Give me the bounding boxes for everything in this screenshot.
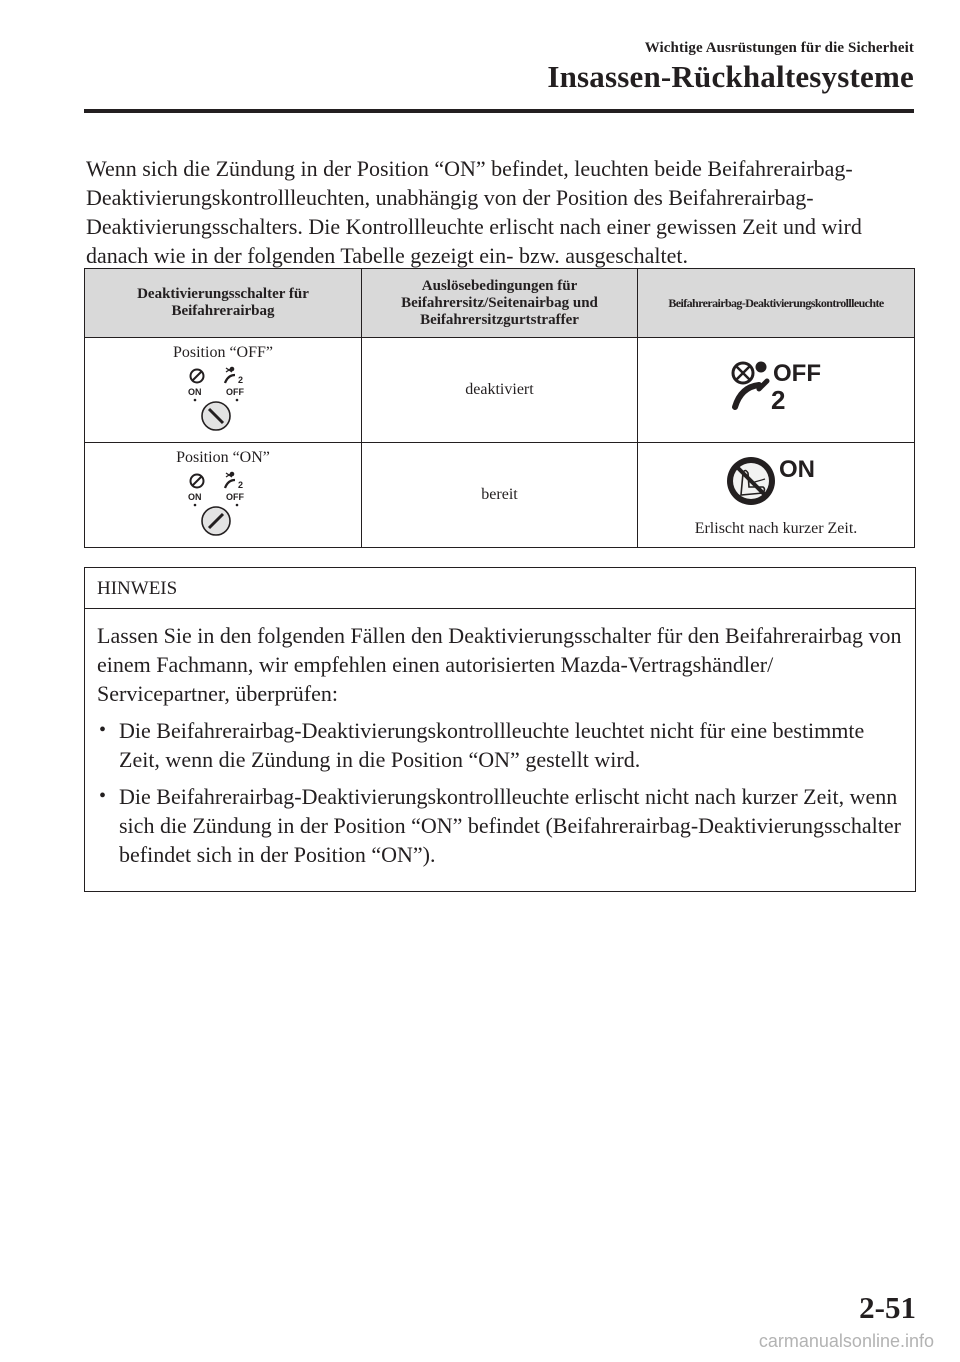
note-body [85, 609, 915, 891]
switch-position-label: Position “ON” [176, 449, 270, 466]
table-header-row [85, 269, 915, 338]
status-cell: bereit [362, 443, 638, 548]
switch-off-label: OFF [226, 387, 244, 397]
table-header-indicator: Beifahrerairbag-Deaktivierungskontrollleuchte [638, 269, 915, 338]
note-text: Lassen Sie in den folgenden Fällen den Deaktivierungsschalter für den Beifahrerairbag von einem Fachmann, wir empfehlen einen autorisierten Mazda-Vertragshändler/ Servicepartner, überprüfen: [97, 623, 902, 706]
indicator-table [84, 268, 915, 548]
list-item-text: Die Beifahrerairbag-Deaktivierungskontrollleuchte leuchtet nicht für eine bestimmte Zeit, wenn die Zündung in die Position “ON” gestellt wird. [119, 718, 865, 772]
switch-cell [85, 338, 362, 443]
switch-off-label: OFF [226, 492, 244, 502]
indicator-cell [638, 338, 915, 443]
airbag-switch-on-icon [183, 471, 263, 541]
list-item [97, 716, 903, 774]
note-title: HINWEIS [85, 568, 915, 609]
table-header-switch: Deaktivierungsschalter für Beifahrerairbag [85, 269, 362, 338]
indicator-on-label: ON [779, 455, 815, 483]
switch-position-label: Position “OFF” [172, 344, 273, 361]
airbag-on-indicator-icon [721, 453, 831, 509]
switch-on-label: ON [188, 492, 202, 502]
switch-cell [85, 443, 362, 548]
table-row [85, 338, 915, 443]
bullet-icon: • [99, 719, 107, 741]
header-rule [84, 109, 914, 113]
table-header-conditions: Auslösebedingungen für Beifahrersitz/Seitenairbag und Beifahrersitzgurtstraffer [362, 269, 638, 338]
note-box [84, 567, 916, 892]
switch-on-label: ON [188, 387, 202, 397]
indicator-off-label: OFF [773, 359, 821, 387]
airbag-switch-off-icon [183, 366, 263, 436]
page-number: 2-51 [859, 1290, 916, 1325]
note-list [97, 716, 903, 869]
status-cell: deaktiviert [362, 338, 638, 443]
switch-number: 2 [238, 375, 244, 385]
indicator-number: 2 [771, 384, 786, 415]
table-row [85, 443, 915, 548]
page-header [547, 40, 914, 95]
indicator-cell [638, 443, 915, 548]
intro-paragraph: Wenn sich die Zündung in der Position “ON” befindet, leuchten beide Beifahrerairbag-Deaktivierungskontrollleuchten, unabhängig von der Position des Beifahrerairbag-Deaktivierungsschalters. Die Kontrollleuchte erlischt nach einer gewissen Zeit und wird danach wie in der folgenden Tabelle gezeigt ein- bzw. ausgeschaltet. [86, 156, 862, 268]
switch-number: 2 [238, 480, 244, 490]
section-title: Wichtige Ausrüstungen für die Sicherheit [644, 40, 914, 56]
airbag-off-indicator-icon [721, 357, 831, 419]
indicator-note: Erlischt nach kurzer Zeit. [694, 519, 858, 537]
list-item [97, 782, 903, 869]
bullet-icon: • [99, 785, 107, 807]
watermark: carmanualsonline.info [758, 1331, 934, 1351]
list-item-text: Die Beifahrerairbag-Deaktivierungskontrollleuchte erlischt nicht nach kurzer Zeit, wenn sich die Zündung in der Position “ON” befindet (Beifahrerairbag-Deaktivierungsschalter befindet sich in der Position “ON”). [119, 784, 901, 867]
chapter-title: Insassen-Rückhaltesysteme [547, 59, 914, 94]
